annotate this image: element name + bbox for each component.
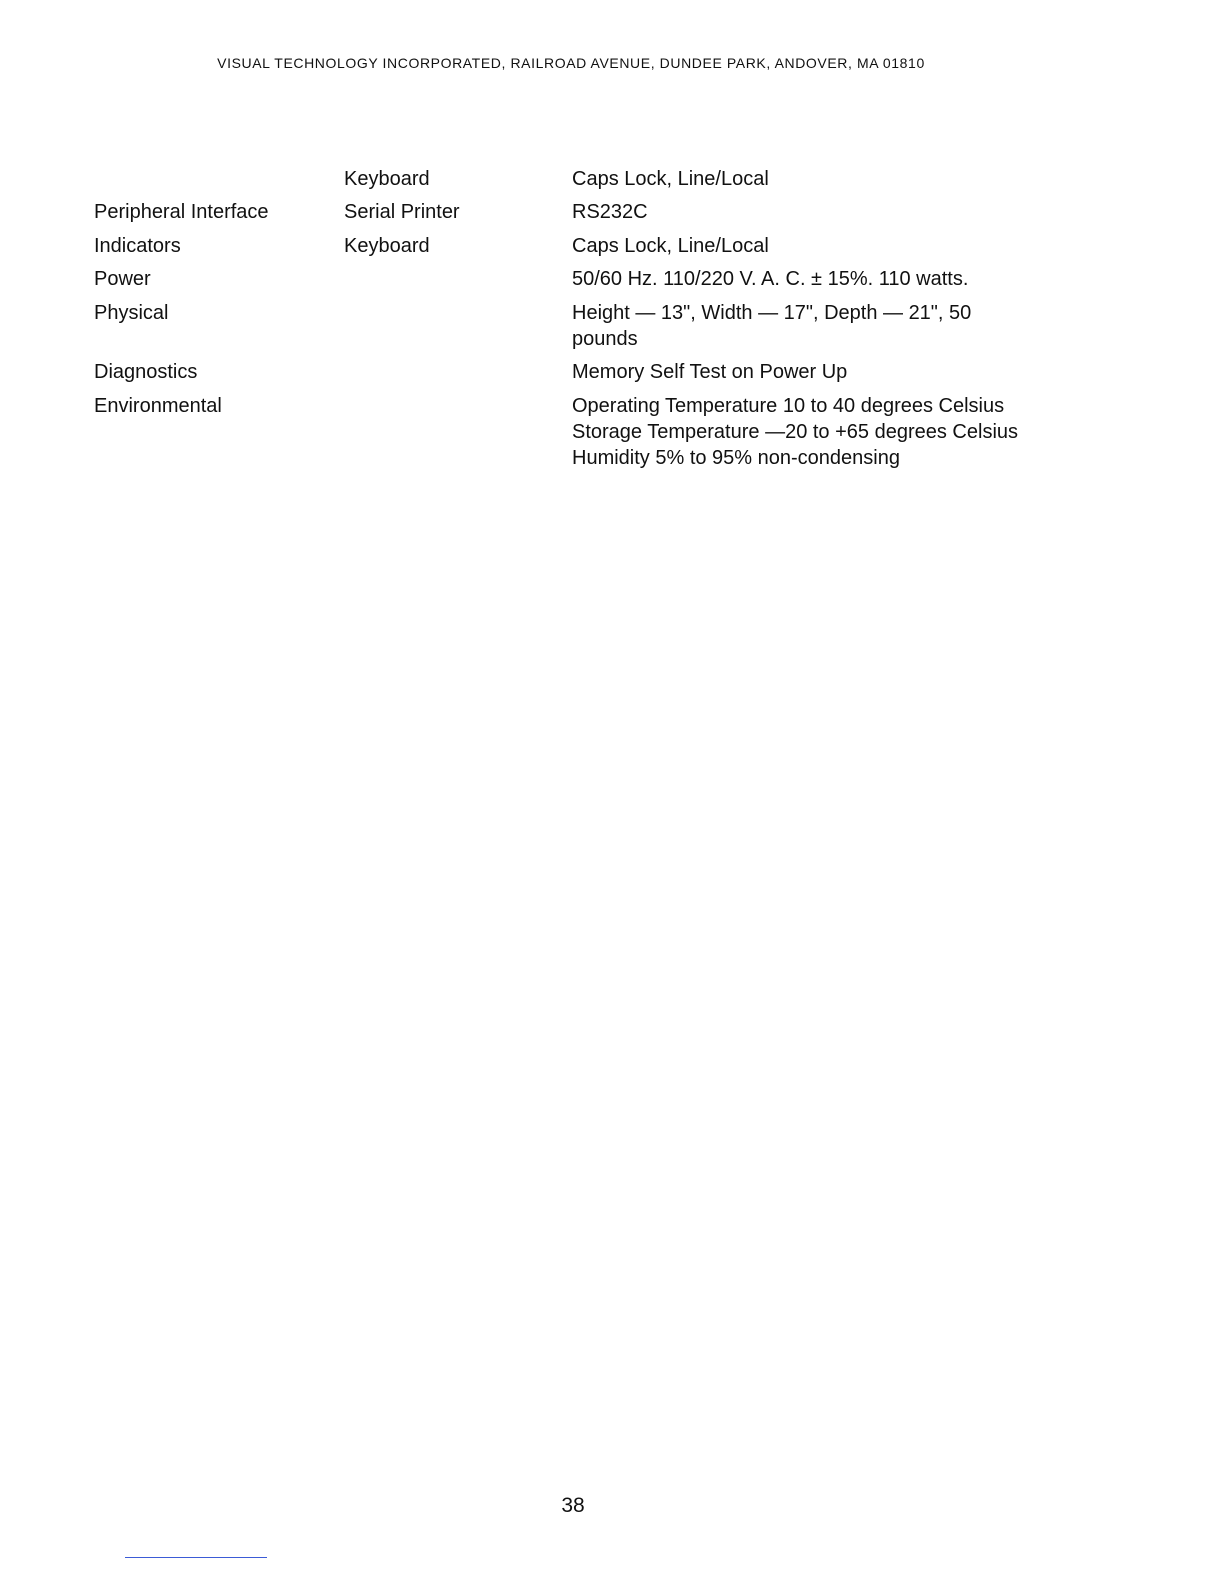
spec-label: Peripheral Interface: [94, 201, 269, 223]
spec-value-line: Storage Temperature —20 to +65 degrees Celsius: [572, 421, 1019, 443]
bottom-rule-divider: [125, 1557, 267, 1558]
spec-value-line: RS232C: [572, 201, 648, 223]
spec-label: Indicators: [94, 235, 181, 257]
spec-value-line: Caps Lock, Line/Local: [572, 168, 769, 190]
spec-value-line: Humidity 5% to 95% non-condensing: [572, 447, 900, 469]
company-address-header: VISUAL TECHNOLOGY INCORPORATED, RAILROAD AVENUE, DUNDEE PARK, ANDOVER, MA 01810: [217, 55, 925, 71]
spec-sublabel: Keyboard: [344, 168, 430, 190]
page-number: 38: [561, 1494, 585, 1517]
spec-value-line: Operating Temperature 10 to 40 degrees Celsius: [572, 395, 1005, 417]
spec-sublabel: Keyboard: [344, 235, 430, 257]
spec-value: [572, 266, 1042, 292]
spec-label: Environmental: [94, 395, 222, 417]
spec-value-line: Height — 13", Width — 17", Depth — 21", 50: [572, 302, 972, 324]
spec-sublabel: Serial Printer: [344, 201, 460, 223]
spec-value: [572, 359, 1042, 385]
spec-value: [572, 166, 1042, 192]
spec-value-line: Memory Self Test on Power Up: [572, 361, 848, 383]
spec-label: Physical: [94, 302, 169, 324]
spec-label: Diagnostics: [94, 361, 198, 383]
spec-label: Power: [94, 268, 151, 290]
spec-value-line: Caps Lock, Line/Local: [572, 235, 769, 257]
spec-value-line: pounds: [572, 328, 638, 350]
spec-value-line: 50/60 Hz. 110/220 V. A. C. ± 15%. 110 watts.: [572, 268, 969, 290]
spec-value: [572, 233, 1042, 259]
spec-value: [572, 300, 1042, 352]
spec-value: [572, 393, 1042, 471]
spec-value: [572, 199, 1042, 225]
